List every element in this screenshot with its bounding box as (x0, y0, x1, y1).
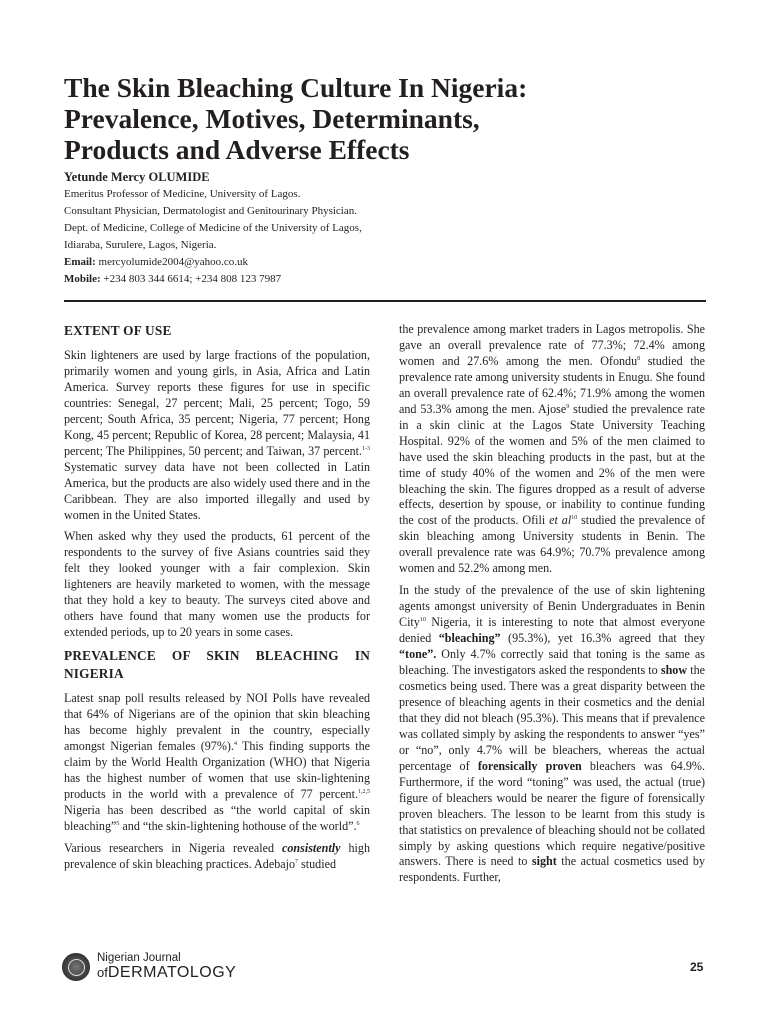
email-line (64, 254, 724, 271)
journal-logo (62, 953, 262, 985)
journal-seal-icon (62, 953, 90, 981)
citation: 8 (637, 355, 641, 362)
citation: 1-3 (362, 445, 370, 452)
citation: 5 (116, 820, 120, 827)
paragraph: In the study of the prevalence of the use of skin lightening agents amongst university of Benin Undergraduates in Benin City$^{10}$ Nigeria, it is interesting to note that almost everyone denied “bleaching” (95.3%), yet 16.3% agreed that they “tone”. Only 4.7% correctly said that toning is the same as bleaching. The investigators asked the respondents to show the cosmetics being used. There was a great disparity between the presence of bleaching agents in their cosmetics and the denial that they did not bleach (95.3%). This means that if prevalence was collated simply by asking the respondents to answer “yes” or “no”, only 4.7% will be bleachers, whereas the actual percentage of forensically proven bleachers was 64.9%. Furthermore, if the word “toning” was used, the actual (true) figure of bleachers would be nearer the figure of forensically proven bleachers. The lesson to be learnt from this study is that statistics on prevalence of bleaching should not be collated simply by asking questions which require negative/positive answers. There is need to sight the actual cosmetics used by respondents. Further, (399, 583, 705, 885)
email-label: Email: (64, 256, 96, 268)
paragraph: When asked why they used the products, 61 percent of the respondents to the survey of five Asians countries said they felt they looked younger with a fair complexion. Skin lighteners are heavily marketed to women, with the message that they hold a key to beauty. The surveys cited above and others have found that many women use the products for extended periods, up to 20 years in some cases. (64, 529, 370, 640)
journal-name-line2: ofDERMATOLOGY (97, 964, 237, 981)
title-line: Products and Adverse Effects (64, 134, 410, 165)
citation: 10 (419, 617, 426, 624)
bold-term: show (660, 663, 688, 678)
paragraph: the prevalence among market traders in Lagos metropolis. She gave an overall prevalence rate of 77.3%; 72.4% among women and 27.6% among the men. Ofondu$^8$ studied the prevalence rate among university students in Enugu. She found an overall prevalence rate of 62.4%; 71.9% among the women and 53.3% among the men. Ajose$^9$ studied the prevalence rate in a skin clinic at the Lagos State University Teaching Hospital. 92% of the women and 5% of the men claimed to have used the skin bleaching products in the past, but at the time of study 40% of the women and 2% of the men were bleaching the skin. The figures dropped as a result of adverse effects, desertion by spouse, or inability to continue funding the cost of the products. Ofili et $al^{10}$ studied the prevalence of skin bleaching among University students in Benin. The overall prevalence rate was 64.9%; 70.7% prevalence among women and 52.2% among men. (399, 322, 706, 576)
mobile-label: Mobile: (64, 273, 101, 285)
citation: 4 (233, 741, 237, 748)
right-column (399, 322, 705, 892)
citation: 6 (356, 820, 360, 827)
paragraph: Skin lighteners are used by large fractions of the population, primarily women and young girls, in Asia, Africa and Latin America. Survey reports these figures for use in specific countries: Senegal, 27 percent; Mali, 25 percent; Togo, 59 percent; South Africa, 35 percent; Nigeria, 77 percent; Hong Kong, 45 percent; Republic of Korea, 28 percent; Malaysia, 41 percent; The Philippines, 50 percent; and Taiwan, 37 percent.$^{1-3}$ Systematic survey data have not been collected in Latin America, but the products are also widely used there and in the Caribbean. They are also imported illegally and used by women in the United States. (64, 348, 370, 522)
bold-term: forensically proven (477, 758, 582, 773)
paragraph: Latest snap poll results released by NOI Polls have revealed that 64% of Nigerians are of the opinion that skin bleaching has become highly prevalent in the country, especially amongst Nigerian females (97%).$^4$ This finding supports the claim by the World Health Organization (WHO) that Nigeria has the highest number of women that use skin-lightening products in the world with a prevalence of 77 percent.$^{1,2,5}$ Nigeria has been described as “the world capital of skin bleaching”$^5$ and “the skin-lightening hothouse of the world”.$^6$ (64, 691, 370, 833)
section-heading-prevalence: PREVALENCE OF SKIN BLEACHING IN NIGERIA (64, 648, 370, 682)
mobile-line (64, 271, 724, 288)
title-line: Prevalence, Motives, Determinants, (64, 103, 480, 134)
title-line: The Skin Bleaching Culture In Nigeria: (64, 72, 528, 103)
affiliation-line: Idiaraba, Surulere, Lagos, Nigeria. (64, 239, 217, 251)
bold-term: “tone”. (399, 647, 437, 662)
affiliation-line: Dept. of Medicine, College of Medicine of the University of Lagos, (64, 222, 362, 234)
journal-name-line1: Nigerian Journal (97, 952, 181, 964)
emphasis: et al (549, 513, 572, 528)
citation: 7 (295, 858, 299, 865)
left-column (64, 322, 370, 879)
mobile-number: +234 803 344 6614; +234 808 123 7987 (100, 273, 282, 285)
citation: 9 (566, 403, 570, 410)
article-title (64, 72, 724, 165)
bold-term: “bleaching” (438, 631, 501, 646)
header-divider (64, 300, 706, 302)
citation: 10 (571, 515, 578, 522)
affiliation-line: Consultant Physician, Dermatologist and Genitourinary Physician. (64, 205, 357, 217)
affiliation-line: Emeritus Professor of Medicine, University of Lagos. (64, 188, 301, 200)
paragraph: Various researchers in Nigeria revealed consistently high prevalence of skin bleaching practices. Adebajo$^7$ studied (64, 840, 370, 871)
page-number: 25 (690, 960, 704, 974)
email-address[interactable]: mercyolumide2004@yahoo.co.uk (95, 256, 248, 268)
section-heading-extent: EXTENT OF USE (64, 323, 172, 338)
author-affiliations (64, 186, 724, 288)
bold-term: sight (531, 854, 557, 869)
citation: 1,2,5 (358, 788, 370, 795)
author-name: Yetunde Mercy OLUMIDE (64, 170, 210, 184)
emphasis: consistently (282, 840, 341, 855)
